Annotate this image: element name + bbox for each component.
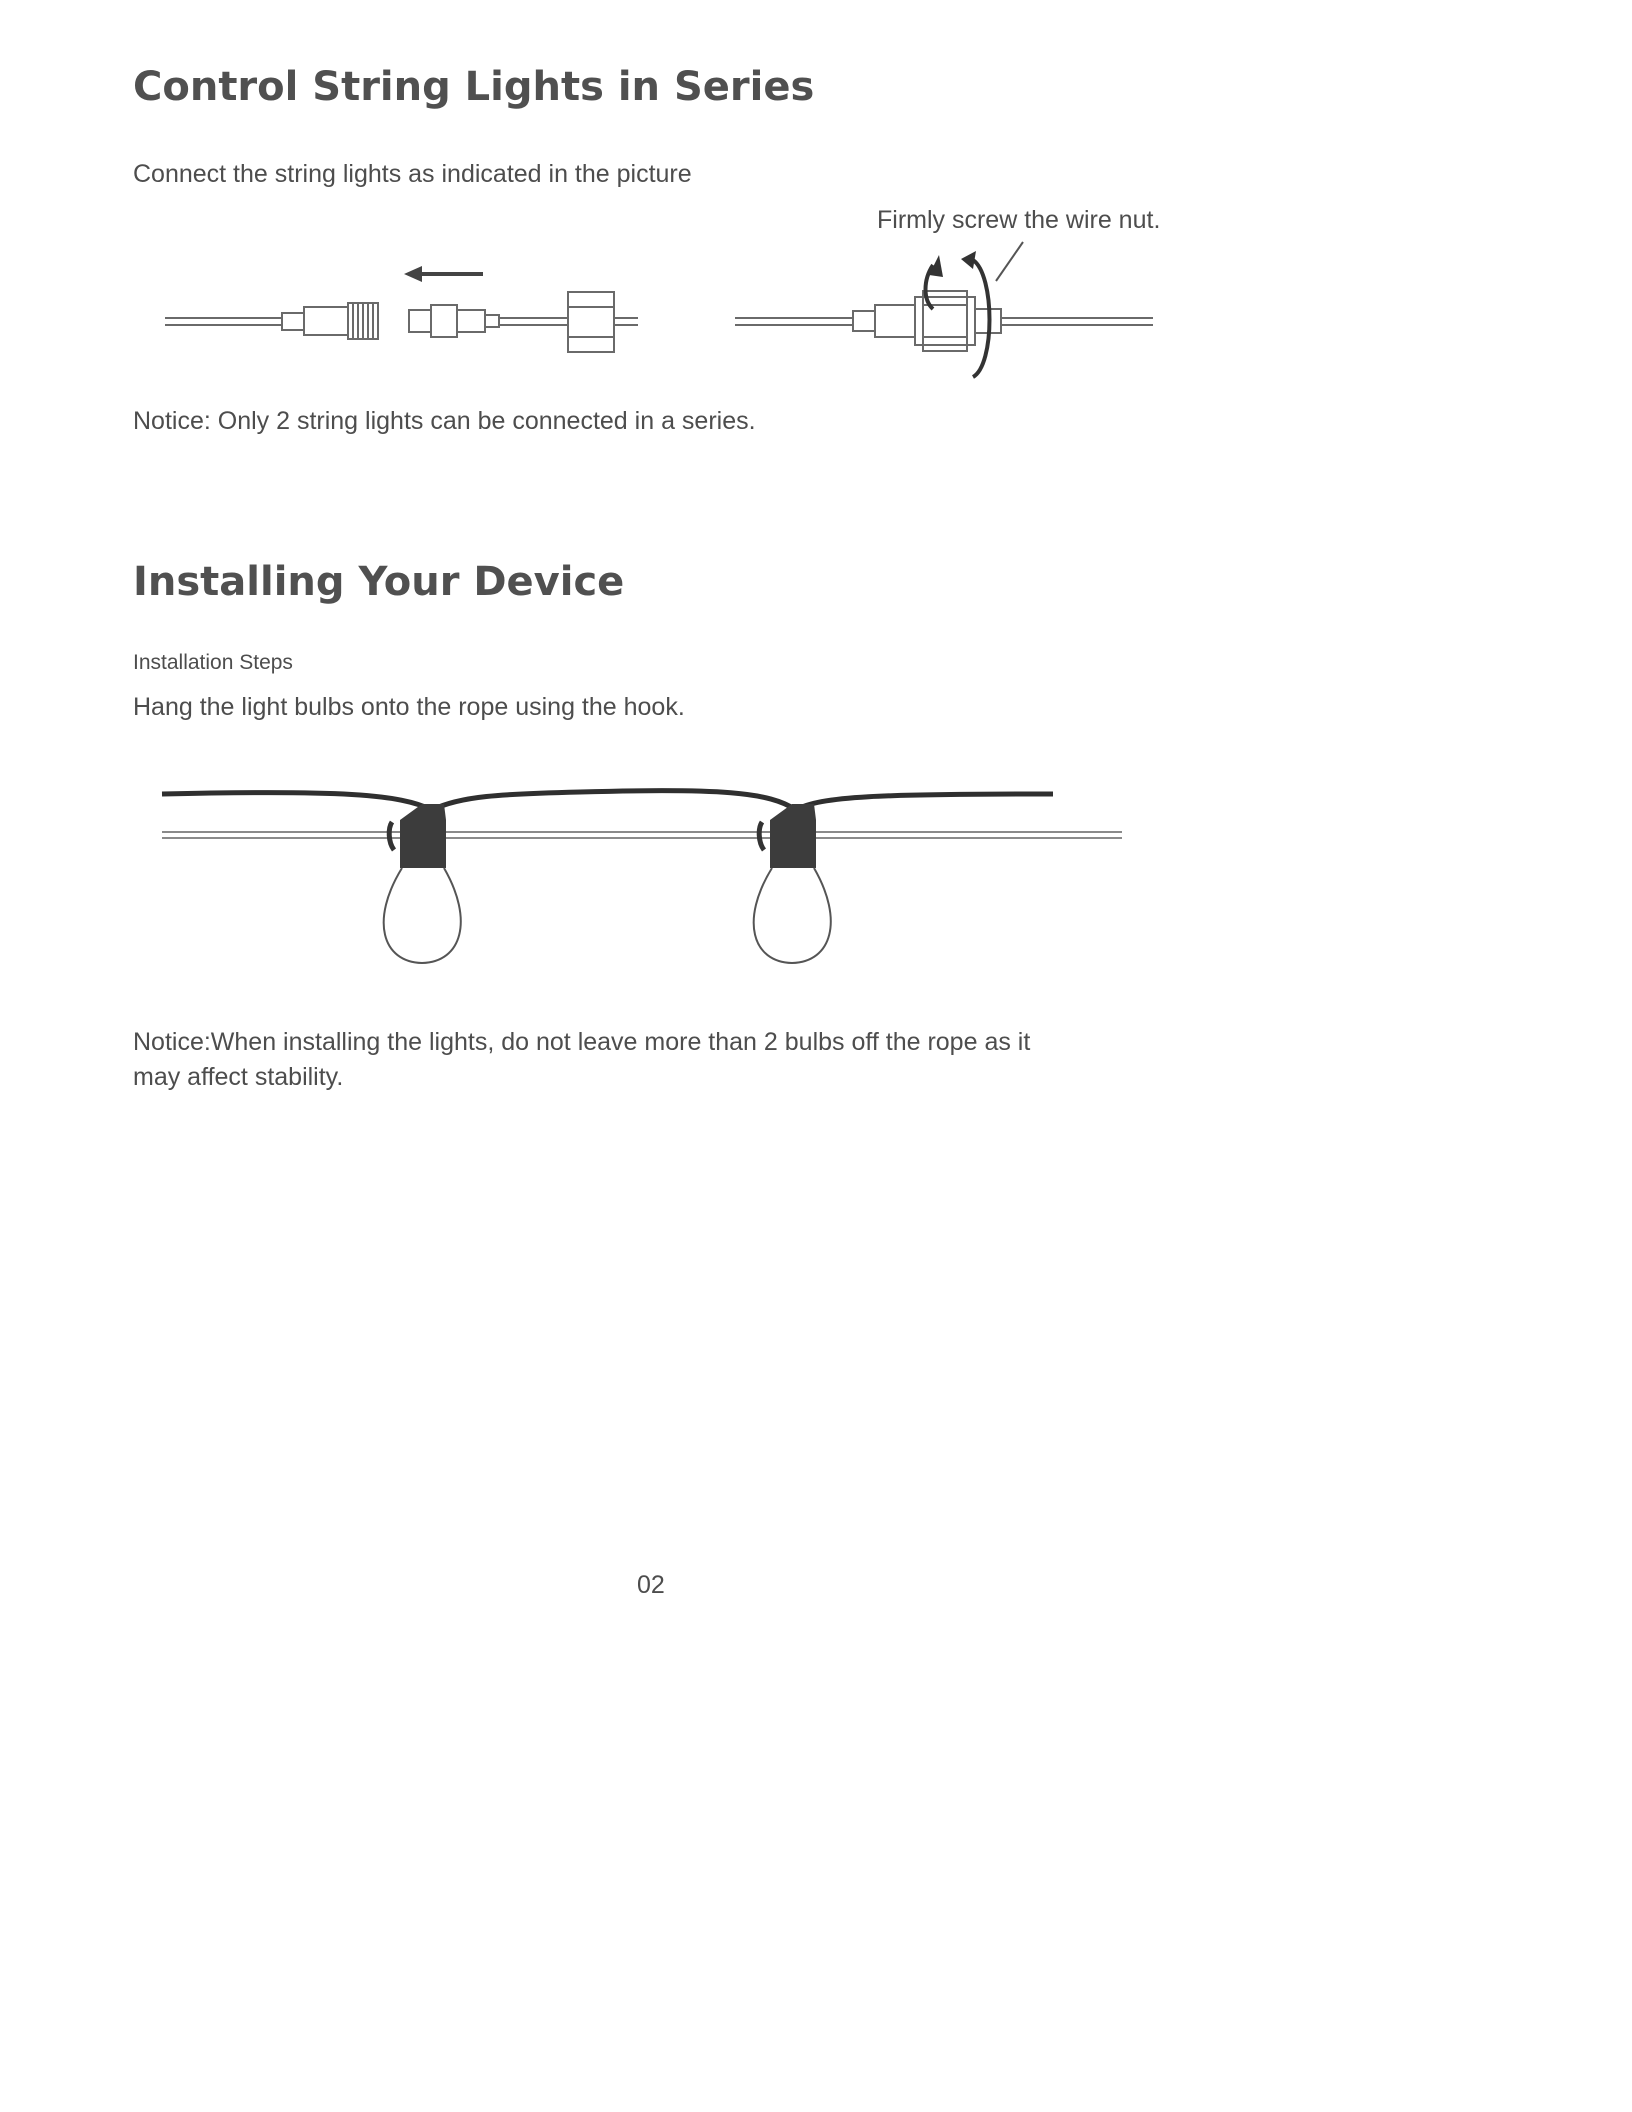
section-title-control-series: Control String Lights in Series [133,64,815,110]
connect-instruction: Connect the string lights as indicated in the picture [133,160,692,188]
string-light-cable [162,791,1053,810]
section-title-installing: Installing Your Device [133,559,625,605]
page-number: 02 [637,1571,665,1599]
rope [162,832,1122,838]
wire-nut-callout: Firmly screw the wire nut. [877,206,1161,234]
light-bulb-icon [754,804,831,963]
connector-diagram-joined [733,225,1173,385]
light-bulb-icon [384,804,461,963]
push-arrow-icon [404,266,483,282]
series-notice: Notice: Only 2 string lights can be connected in a series. [133,407,756,435]
bulbs-on-rope-diagram [160,780,1130,970]
stability-notice-line-1: Notice:When installing the lights, do not leave more than 2 bulbs off the rope as it [133,1028,1031,1056]
hang-instruction: Hang the light bulbs onto the rope using the hook. [133,693,685,721]
installation-steps-heading: Installation Steps [133,651,293,674]
stability-notice-line-2: may affect stability. [133,1063,344,1091]
connector-diagram-separated [160,255,640,365]
stability-notice [133,1025,1233,1095]
rotate-arrow-icon [926,260,990,377]
